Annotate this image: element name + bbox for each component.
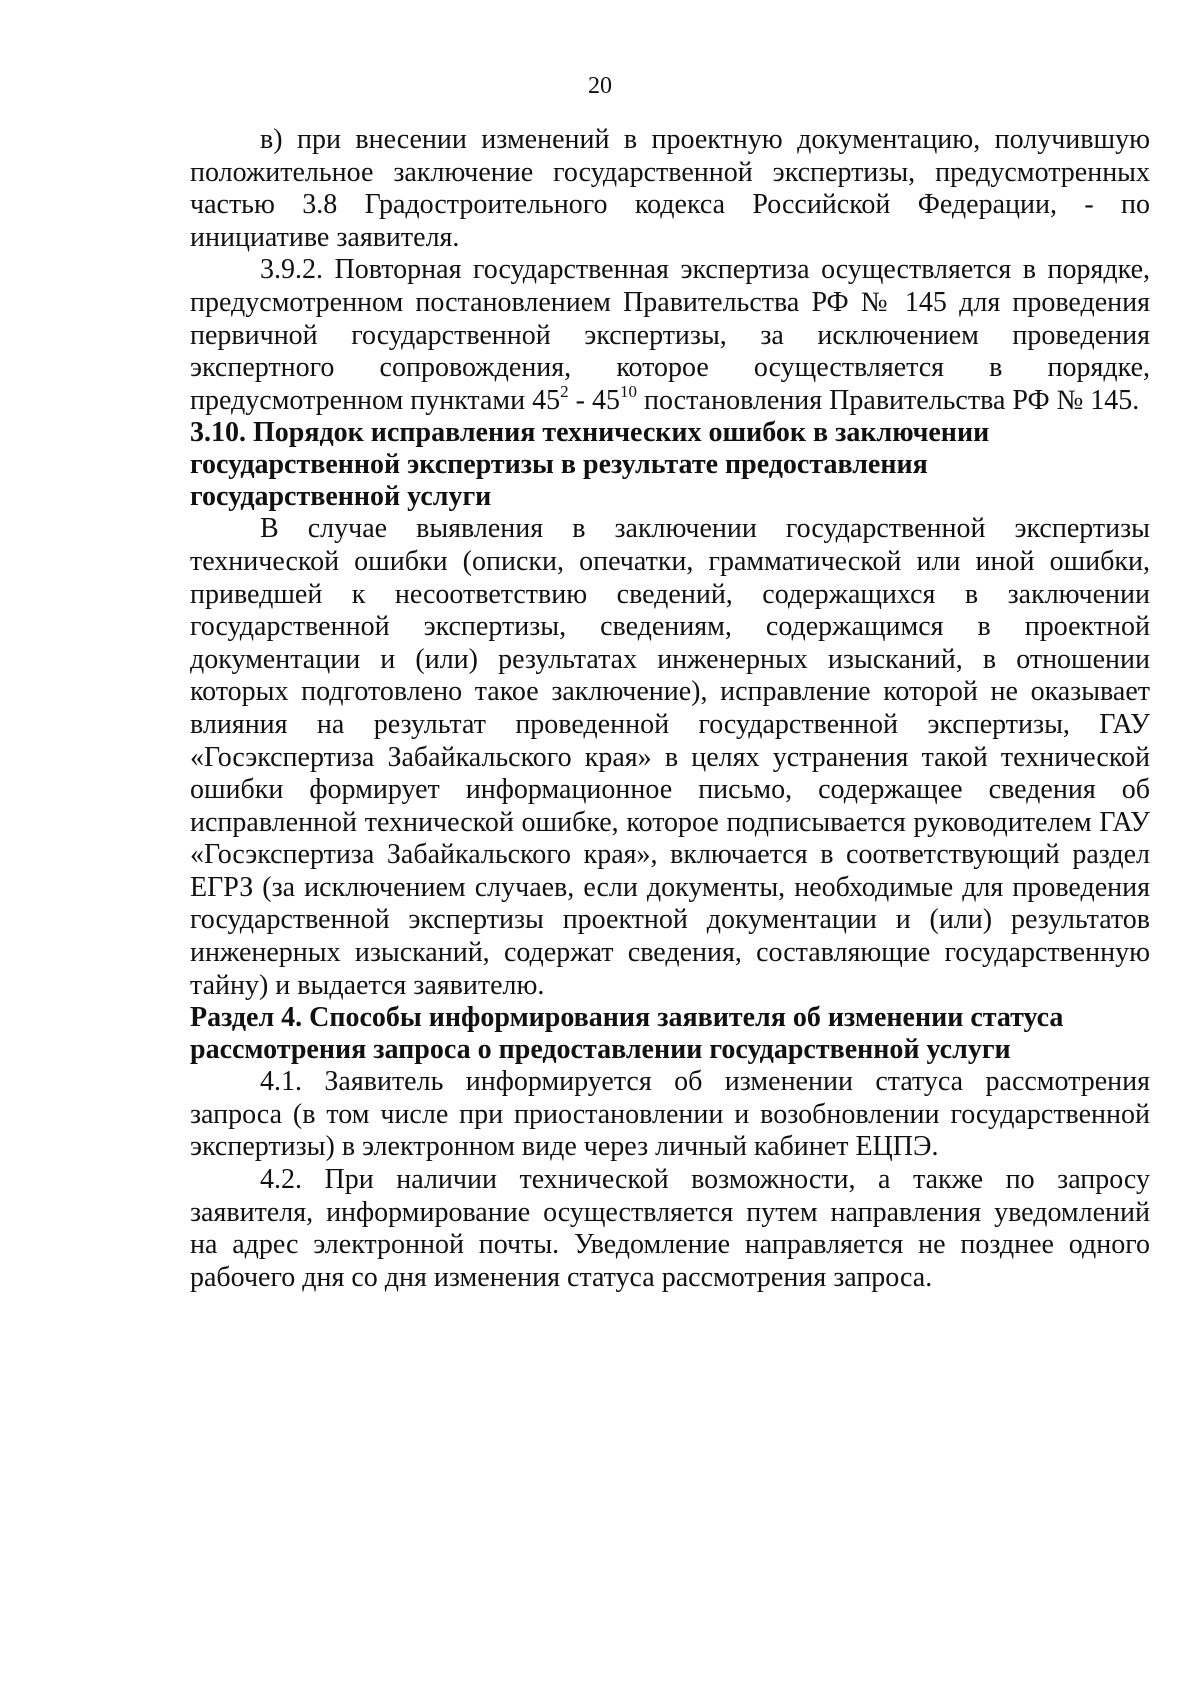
superscript-10: 10 [619, 381, 637, 401]
section-3-10-heading-line-2: государственной экспертизы в результате предоставления [190, 449, 928, 481]
section-3-10-heading [190, 417, 1150, 513]
section-4-heading-line-2: рассмотрения запроса о предоставлении государственной услуги [190, 1034, 1011, 1066]
paragraph-3-9-2-text-mid: - 45 [568, 384, 620, 416]
paragraph-4-2: 4.2. При наличии технической возможности, а также по запросу заявителя, информирование осуществляется путем направления уведомлений на адрес электронной почты. Уведомление направляется не позднее одного рабочего дня со дня изменения статуса рассмотрения запроса. [190, 1164, 1150, 1293]
paragraph-3-9-2-text-b: постановления Правительства РФ № 145. [636, 384, 1140, 416]
superscript-2: 2 [560, 381, 569, 401]
page-number: 20 [588, 73, 612, 99]
paragraph-3-10: В случае выявления в заключении государственной экспертизы технической ошибки (описки, опечатки, грамматической или иной ошибки, приведшей к несоответствию сведений, содержащихся в заключении государственной экспертизы, сведениям, содержащимся в проектной документации и (или) результатах инженерных изысканий, в отношении которых подготовлено такое заключение), исправление которой не оказывает влияния на результат проведенной государственной экспертизы, ГАУ «Госэкспертиза Забайкальского края» в целях устранения такой технической ошибки формирует информационное письмо, содержащее сведения об исправленной технической ошибке, которое подписывается руководителем ГАУ «Госэкспертиза Забайкальского края», включается в соответствующий раздел ЕГРЗ (за исключением случаев, если документы, необходимые для проведения государственной экспертизы проектной документации и (или) результатов инженерных изысканий, содержат сведения, составляющие государственную тайну) и выдается заявителю. [190, 513, 1150, 1001]
section-3-10-heading-line-3: государственной услуги [190, 481, 492, 513]
section-4-heading [190, 1002, 1150, 1066]
paragraph-3-9-2-text-a: 3.9.2. Повторная государственная экспертиза осуществляется в порядке, предусмотренном постановлением Правительства РФ № 145 для проведения первичной государственной экспертизы, за исключением проведения экспертного сопровождения, которое осуществляется в порядке, предусмотренном пунктами 45 [190, 254, 1150, 416]
paragraph-3-9-2 [190, 254, 1150, 417]
paragraph-4-1: 4.1. Заявитель информируется об изменении статуса рассмотрения запроса (в том числе при приостановлении и возобновлении государственной экспертизы) в электронном виде через личный кабинет ЕЦПЭ. [190, 1066, 1150, 1163]
paragraph-3-9-1-v: в) при внесении изменений в проектную документацию, получившую положительное заключение государственной экспертизы, предусмотренных частью 3.8 Градостроительного кодекса Российской Федерации, - по инициативе заявителя. [190, 124, 1150, 253]
section-3-10-heading-line-1: 3.10. Порядок исправления технических ошибок в заключении [190, 417, 990, 449]
document-body [190, 124, 1150, 1294]
section-4-heading-line-1: Раздел 4. Способы информирования заявителя об изменении статуса [190, 1002, 1064, 1034]
